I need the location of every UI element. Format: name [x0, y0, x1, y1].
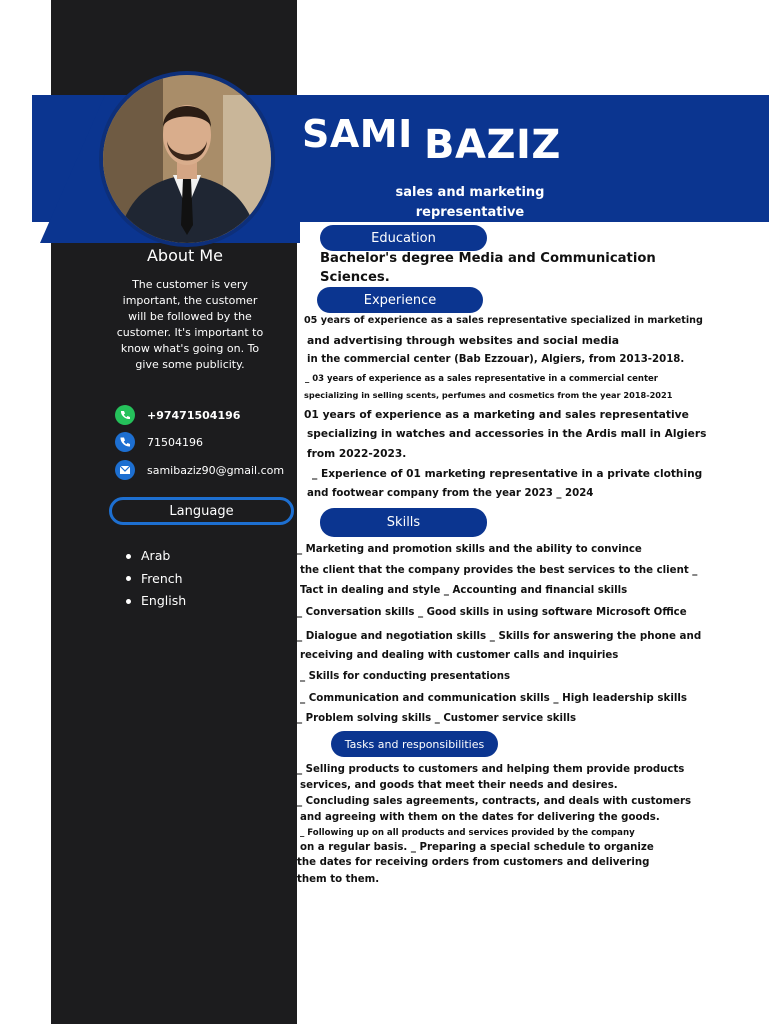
tasks-line: the dates for receiving orders from customers and delivering	[297, 857, 650, 868]
skills-line: _ Dialogue and negotiation skills _ Skills for answering the phone and	[297, 630, 702, 642]
job-title-line: sales and marketing	[395, 185, 545, 200]
skills-line: the client that the company provides the best services to the client _	[300, 565, 698, 576]
experience-line: _ Experience of 01 marketing representative in a private clothing	[312, 468, 703, 480]
experience-line: 05 years of experience as a sales representative specialized in marketing	[304, 315, 703, 326]
experience-line: and advertising through websites and social media	[307, 334, 620, 347]
language-item: Arab	[118, 545, 186, 568]
skills-line: _ Skills for conducting presentations	[300, 671, 511, 682]
experience-line: _ 03 years of experience as a sales representative in a commercial center	[305, 374, 658, 384]
skills-line: receiving and dealing with customer calls and inquiries	[300, 650, 619, 661]
last-name: BAZIZ	[424, 122, 561, 168]
phone-icon	[115, 432, 135, 452]
about-me-heading: About Me	[146, 246, 224, 265]
tasks-heading: Tasks and responsibilities	[331, 731, 498, 757]
email-icon	[115, 460, 135, 480]
education-degree: Sciences.	[320, 270, 390, 285]
contact-email[interactable]	[115, 458, 295, 482]
whatsapp-number: +97471504196	[147, 408, 241, 422]
tasks-line: them to them.	[297, 874, 380, 885]
about-me-text: The customer is very important, the customer will be followed by the customer. It's important to know what's going on. To give some publicity.	[116, 278, 264, 371]
skills-line: Tact in dealing and style _ Accounting and financial skills	[300, 585, 628, 596]
experience-heading: Experience	[317, 287, 483, 313]
language-list	[118, 545, 186, 613]
tasks-line: services, and goods that meet their needs and desires.	[300, 780, 618, 791]
experience-line: specializing in selling scents, perfumes and cosmetics from the year 2018-2021	[304, 390, 673, 400]
education-heading: Education	[320, 225, 487, 251]
language-item: English	[118, 590, 186, 613]
tasks-line: and agreeing with them on the dates for delivering the goods.	[300, 812, 660, 823]
tasks-line: on a regular basis. _ Preparing a special schedule to organize	[300, 842, 654, 853]
education-degree: Bachelor's degree Media and Communication	[320, 251, 656, 266]
whatsapp-icon	[115, 405, 135, 425]
experience-line: in the commercial center (Bab Ezzouar), Algiers, from 2013-2018.	[307, 354, 685, 365]
experience-line: specializing in watches and accessories in the Ardis mall in Algiers	[307, 428, 707, 440]
language-heading: Language	[109, 497, 294, 525]
email-address: samibaziz90@gmail.com	[147, 463, 285, 477]
skills-line: _ Marketing and promotion skills and the ability to convince	[297, 544, 642, 555]
phone-number: 71504196	[147, 435, 203, 449]
job-title	[370, 183, 570, 223]
experience-line: 01 years of experience as a marketing and sales representative	[304, 408, 689, 421]
portrait-image	[103, 75, 271, 243]
job-title-line: representative	[415, 205, 525, 220]
skills-line: _ Conversation skills _ Good skills in using software Microsoft Office	[297, 607, 687, 618]
tasks-line: _ Concluding sales agreements, contracts, and deals with customers	[297, 796, 692, 807]
skills-line: _ Communication and communication skills _ High leadership skills	[300, 692, 688, 704]
contact-whatsapp[interactable]	[115, 403, 295, 427]
tasks-line: _ Following up on all products and services provided by the company	[300, 828, 635, 838]
first-name: SAMI	[302, 112, 413, 156]
experience-line: and footwear company from the year 2023 _ 2024	[307, 488, 594, 499]
language-item: French	[118, 568, 186, 591]
skills-heading: Skills	[320, 508, 487, 537]
profile-photo	[99, 71, 275, 247]
skills-line: _ Problem solving skills _ Customer service skills	[297, 713, 577, 724]
experience-line: from 2022-2023.	[307, 448, 407, 460]
contact-phone[interactable]	[115, 430, 295, 454]
tasks-line: _ Selling products to customers and helping them provide products	[297, 764, 685, 775]
